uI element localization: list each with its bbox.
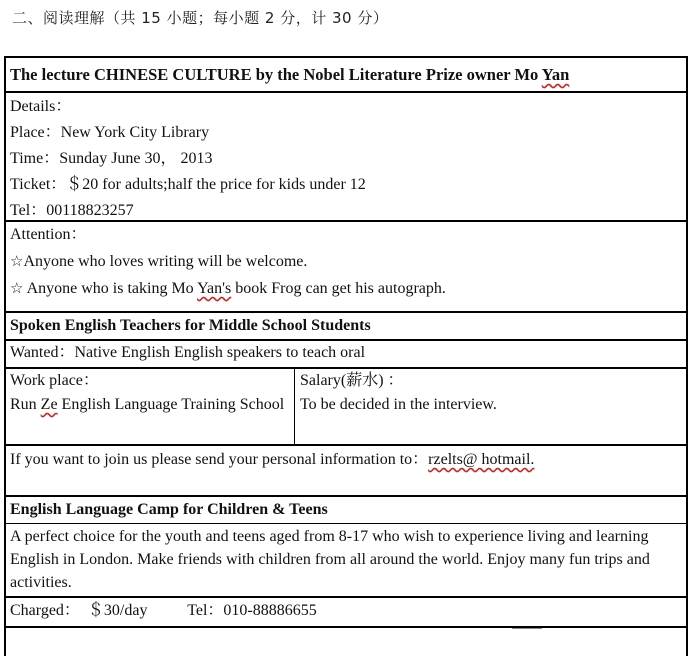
- ticket-line: Ticket：＄20 for adults;half the price for kids under 12: [10, 176, 366, 193]
- tel-line: Tel：00118823257: [10, 202, 134, 219]
- reading-table: [4, 56, 688, 656]
- lecture-title-name: Yan: [541, 65, 570, 84]
- attention-item-1: [10, 248, 686, 275]
- job-salary: [296, 369, 686, 445]
- star-icon: ☆: [10, 279, 24, 297]
- camp-tel: Tel：010-88886655: [187, 602, 317, 619]
- attention-item-2-rest: book Frog can get his autograph.: [231, 280, 446, 297]
- attention-label: Attention：: [10, 226, 87, 243]
- attention-item-2: [10, 275, 686, 302]
- contact-email: rzelts@ hotmail.: [428, 451, 535, 468]
- job-contact: [6, 448, 686, 484]
- job-workplace: [6, 369, 294, 445]
- place-line: Place：New York City Library: [10, 124, 210, 141]
- workplace-value-pre: Run: [10, 396, 41, 413]
- contact-text: If you want to join us please send your personal information to：: [10, 451, 429, 468]
- attention-item-1-text: Anyone who loves writing will be welcome.: [23, 253, 308, 270]
- job-title: Spoken English Teachers for Middle School Students: [10, 317, 371, 334]
- workplace-label: Work place：: [10, 372, 99, 389]
- time-line: Time：Sunday June 30， 2013: [10, 150, 213, 167]
- lecture-title: [6, 60, 686, 90]
- divider: [512, 628, 542, 629]
- job-wanted: Wanted：Native English English speakers to teach oral: [10, 344, 366, 361]
- workplace-value-ze: Ze: [40, 396, 58, 413]
- workplace-value: [10, 396, 284, 413]
- star-icon: ☆: [10, 252, 24, 270]
- camp-description: A perfect choice for the youth and teens aged from 8-17 who wish to experience living and learning English in London. Make friends with children from all around the world. Enjoy many fun trips and activities.: [10, 528, 650, 591]
- salary-value: To be decided in the interview.: [300, 396, 497, 413]
- lecture-attention: [6, 222, 686, 302]
- section-heading: 二、阅读理解（共 15 小题；每小题 2 分，计 30 分）: [12, 9, 389, 27]
- camp-charged-text: Charged： ＄30/day: [10, 602, 148, 619]
- lecture-details: [6, 94, 686, 220]
- salary-label: Salary(薪水) ：: [300, 372, 404, 389]
- attention-item-2-text: Anyone who is taking Mo: [23, 280, 198, 297]
- lecture-title-text: The lecture CHINESE CULTURE by the Nobel Literature Prize owner Mo: [10, 65, 542, 84]
- details-label: Details：: [10, 98, 72, 115]
- workplace-value-post: English Language Training School: [57, 396, 285, 413]
- attention-item-2-name: Yan's: [197, 280, 232, 297]
- camp-charged: [6, 599, 686, 625]
- camp-title: English Language Camp for Children & Teens: [10, 501, 328, 518]
